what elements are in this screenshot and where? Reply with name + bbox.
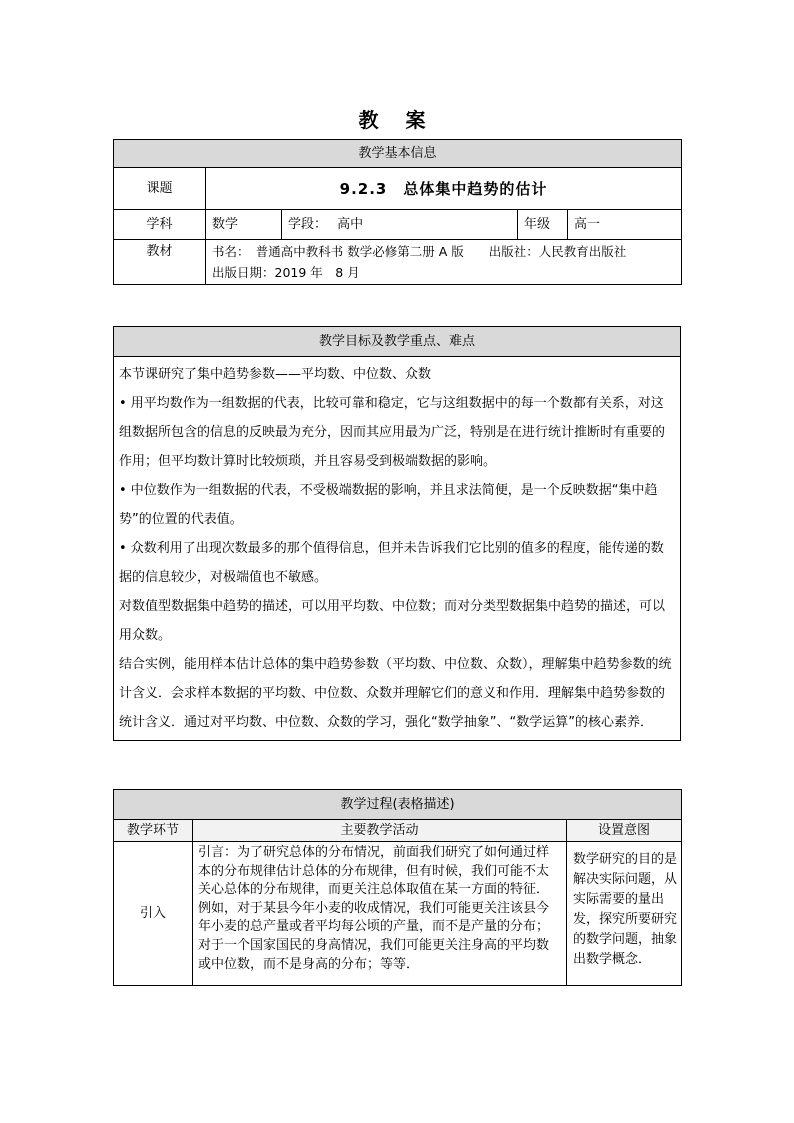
goals-paragraph: 对数值型数据集中趋势的描述，可以用平均数、中位数；而对分类型数据集中趋势的描述，可以用众数。 [119, 599, 666, 643]
basic-info-header: 教学基本信息 [114, 140, 682, 168]
goals-paragraph: • 中位数作为一组数据的代表，不受极端数据的影响，并且求法简便，是一个反映数据“集中趋势”的位置的代表值。 [119, 483, 658, 527]
material-cell [206, 240, 682, 285]
col-intent-header: 设置意图 [567, 820, 682, 842]
row-intent: 数学研究的目的是解决实际问题，从实际需要的量出发，探究所要研究的数学问题，抽象出数学概念． [573, 852, 678, 967]
row-intent-cell [567, 842, 682, 986]
section-label: 学段： [288, 216, 328, 232]
material-label: 教材 [114, 240, 206, 285]
goals-paragraph: 本节课研究了集中趋势参数——平均数、中位数、众数 [119, 367, 432, 382]
material-line1: 书名： 普通高中教科书 数学必修第二册 A 版 出版社：人民教育出版社 [212, 244, 627, 259]
row-activity: 引言：为了研究总体的分布情况，前面我们研究了如何通过样本的分布规律估计总体的分布规律，但有时候，我们可能不太关心总体的分布规律，而更关注总体取值在某一方面的特征．例如，对于某县今年小麦的收成情况，我们可能更关注该县今年小麦的总产量或者平均每公顷的产量，而不是产量的分布；对于一个国家国民的身高情况，我们可能更关注身高的平均数或中位数，而不是身高的分布；等等． [198, 845, 550, 972]
process-table [113, 789, 682, 986]
col-activity-header: 主要教学活动 [193, 820, 567, 842]
col-stage-header: 教学环节 [114, 820, 193, 842]
goals-header: 教学目标及教学重点、难点 [114, 327, 681, 357]
page-title: 教 案 [358, 108, 436, 132]
material-line2: 出版日期：2019 年 8 月 [212, 265, 360, 280]
section-value: 高中 [337, 216, 364, 232]
row-stage: 引入 [114, 842, 193, 986]
goals-paragraph: • 众数利用了出现次数最多的那个值得信息，但并未告诉我们它比别的值多的程度，能传递的数据的信息较少，对极端值也不敏感。 [119, 541, 664, 585]
basic-info-table [113, 139, 682, 285]
row-activity-cell [193, 842, 567, 986]
goals-paragraph: • 用平均数作为一组数据的代表，比较可靠和稳定，它与这组数据中的每一个数都有关系，对这组数据所包含的信息的反映最为充分，因而其应用最为广泛，特别是在进行统计推断时有重要的作用；但平均数计算时比较烦琐，并且容易受到极端数据的影响。 [119, 396, 666, 469]
subject-label: 学科 [114, 210, 206, 240]
course-label: 课题 [114, 168, 206, 210]
grade-value: 高一 [568, 210, 682, 240]
goals-content [114, 357, 681, 741]
course-title: 9.2.3 总体集中趋势的估计 [206, 168, 682, 210]
process-header: 教学过程(表格描述) [114, 790, 682, 820]
section-cell [282, 210, 518, 240]
goals-paragraph: 结合实例，能用样本估计总体的集中趋势参数（平均数、中位数、众数），理解集中趋势参数的统计含义．会求样本数据的平均数、中位数、众数并理解它们的意义和作用．理解集中趋势参数的统计含义．通过对平均数、中位数、众数的学习，强化“数学抽象”、“数学运算”的核心素养． [119, 657, 672, 730]
goals-table [113, 326, 681, 741]
grade-label: 年级 [518, 210, 568, 240]
subject-value: 数学 [206, 210, 282, 240]
